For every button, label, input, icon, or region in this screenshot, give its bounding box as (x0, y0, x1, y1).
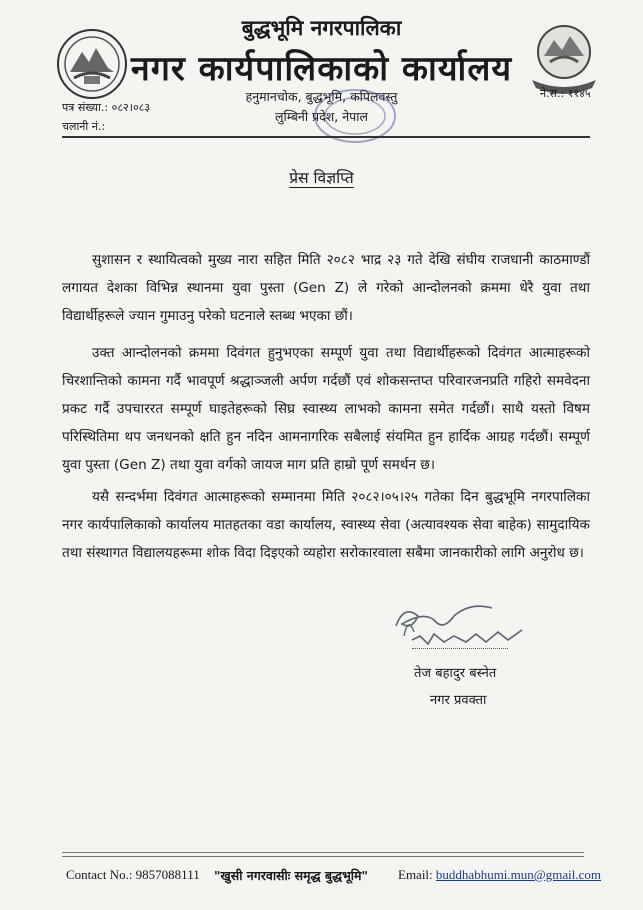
footer-slogan: "खुसी नगरवासीः समृद्ध बुद्धभूमि" (214, 868, 369, 883)
document-title: प्रेस विज्ञप्ति (289, 169, 354, 187)
reference-block (62, 98, 150, 136)
handwritten-signature-icon (374, 596, 554, 664)
signer-name: तेज बहादुर बस्नेत (414, 666, 497, 681)
reference-number: ने.स.: ११४५ (540, 87, 591, 100)
footer-email-block (398, 867, 601, 883)
dispatch-number: चलानी नं.: (62, 120, 106, 133)
footer-email-link[interactable]: buddhabhumi.mun@gmail.com (435, 867, 601, 882)
signer-role: नगर प्रवक्ता (430, 693, 487, 708)
address-line-1: हनुमानचोक, बुद्धभूमि, कपिलवस्तु (245, 89, 398, 104)
municipality-name: बुद्धभूमि नगरपालिका (241, 16, 402, 40)
footer-email-label: Email: (398, 867, 433, 882)
signature-line (412, 648, 508, 649)
paragraph-1: सुशासन र स्थायित्वको मुख्य नारा सहित मिति २०८२ भाद्र २३ गते देखि संघीय राजधानी काठमाण्डौं लगायत देशका विभिन्न स्थानमा युवा पुस्ता (Gen Z) ले गरेको आन्दोलनको क्रममा धेरै युवा तथा विद्यार्थीहरूले ज्यान गुमाउनु परेको घटनाले स्तब्ध भएका छौं। (62, 252, 590, 324)
address-line-2: लुम्बिनी प्रदेश, नेपाल (274, 109, 368, 124)
paragraph-2: उक्त आन्दोलनको क्रममा दिवंगत हुनुभएका सम्पूर्ण युवा तथा विद्यार्थीहरूको दिवंगत आत्माहरूको चिरशान्तिको कामना गर्दै भावपूर्ण श्रद्धाञ्जली अर्पण गर्दछौं एवं शोकसन्तप्त परिवारजनप्रति गहिरो समवेदना प्रकट गर्दै उपचाररत सम्पूर्ण घाइतेहरूको सिघ्र स्वास्थ्य लाभको कामना समेत गर्दछौं। साथै यस्तो विषम परिस्थितिमा थप जनधनको क्षति हुन नदिन आमनागरिक सबैलाई संयमित हुन हार्दिक आग्रह गर्दछौं। सम्पूर्ण युवा पुस्ता (Gen Z) तथा युवा वर्गको जायज माग प्रति हाम्रो पूर्ण समर्थन छ। (62, 345, 590, 473)
footer-divider-bottom (62, 856, 584, 857)
footer-divider-top (62, 852, 584, 853)
paragraph-3: यसै सन्दर्भमा दिवंगत आत्माहरूको सम्मानमा मिति २०८२।०५।२५ गतेका दिन बुद्धभूमि नगरपालिका नगर कार्यपालिकाको कार्यालय मातहतका वडा कार्यालय, स्वास्थ्य सेवा (अत्यावश्यक सेवा बाहेक) सामुदायिक तथा संस्थागत विद्यालयहरूमा शोक विदा दिइएको व्यहोरा सरोकारवाला सबैमा जानकारीको लागि अनुरोध छ। (62, 489, 590, 561)
footer-contact: Contact No.: 9857088111 (66, 867, 200, 882)
office-name: नगर कार्यपालिकाको कार्यालय (130, 49, 513, 89)
header-divider (62, 136, 590, 138)
letter-number: पत्र संख्या.: ०८२।०८३ (62, 101, 151, 114)
